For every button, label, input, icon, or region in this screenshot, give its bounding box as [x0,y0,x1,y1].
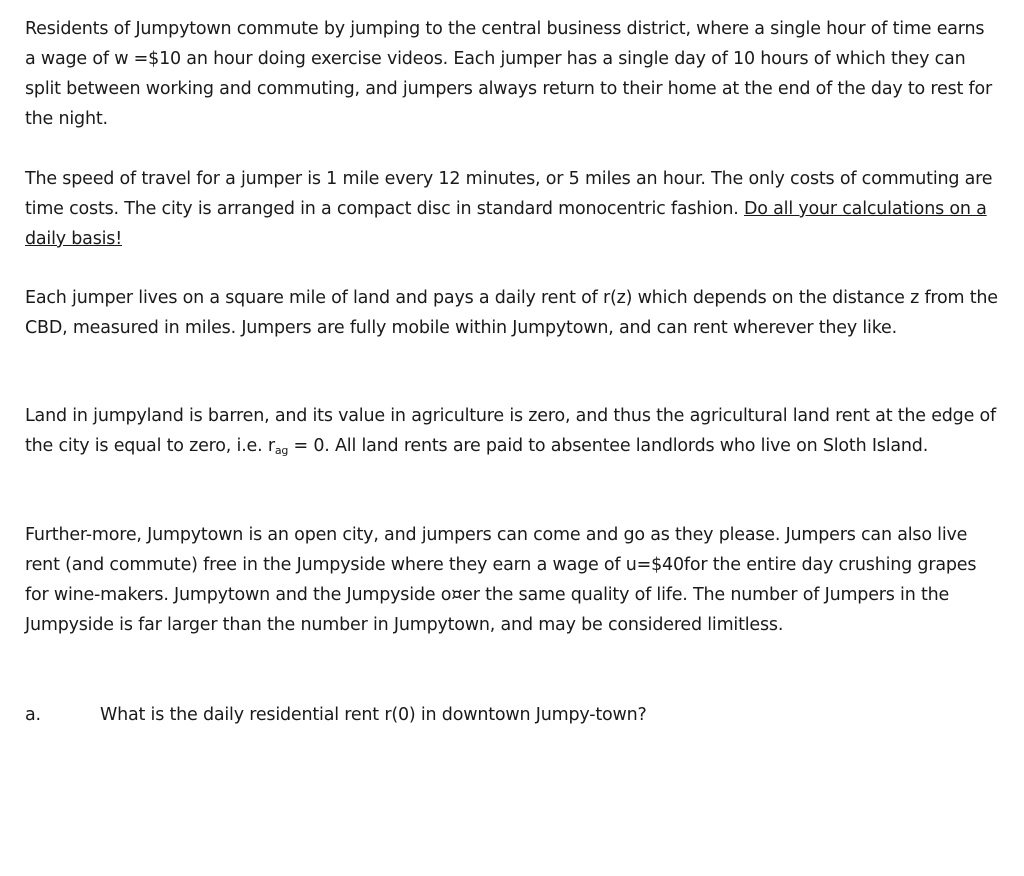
paragraph-land-rent: Each jumper lives on a square mile of land and pays a daily rent of r(z) which depends on the distance z from the CBD, measured in miles. Jumpers are fully mobile within Jumpytown, and can rent wherever they like. [25,288,998,338]
paragraph-travel-speed-text: The speed of travel for a jumper is 1 mile every 12 minutes, or 5 miles an hour. The only costs of commuting are time costs. The city is arranged in a compact disc in standard monocentric fashion. [25,169,993,219]
paragraph-intro: Residents of Jumpytown commute by jumping to the central business district, where a single hour of time earns a wage of w =$10 an hour doing exercise videos. Each jumper has a single day of 10 hours of which they can split between working and commuting, and jumpers always return to their home at the end of the day to rest for the night. [25,19,992,129]
daily-basis-instruction: Do all your calculations on a daily basis! [25,199,987,249]
agricultural-rent-text-before: Land in jumpyland is barren, and its value in agriculture is zero, and thus the agricultural land rent at the edge of the city is equal to zero, i.e. r [25,406,996,456]
paragraph-travel-speed [25,164,1000,254]
paragraph-agricultural-rent [25,401,1000,461]
paragraph-open-city: Further-more, Jumpytown is an open city, and jumpers can come and go as they please. Jumpers can also live rent (and commute) free in the Jumpyside where they earn a wage of u=$40for the entire day crushing grapes for wine-makers. Jumpytown and the Jumpyside o¤er the same quality of life. The number of Jumpers in the Jumpyside is far larger than the number in Jumpytown, and may be considered limitless. [25,525,977,635]
agricultural-rent-text-after: = 0. All land rents are paid to absentee landlords who live on Sloth Island. [288,436,929,456]
question-text: What is the daily residential rent r(0) in downtown Jumpy-town? [100,705,647,725]
agricultural-rent-subscript: ag [274,444,289,457]
question-label: a. [25,705,41,725]
